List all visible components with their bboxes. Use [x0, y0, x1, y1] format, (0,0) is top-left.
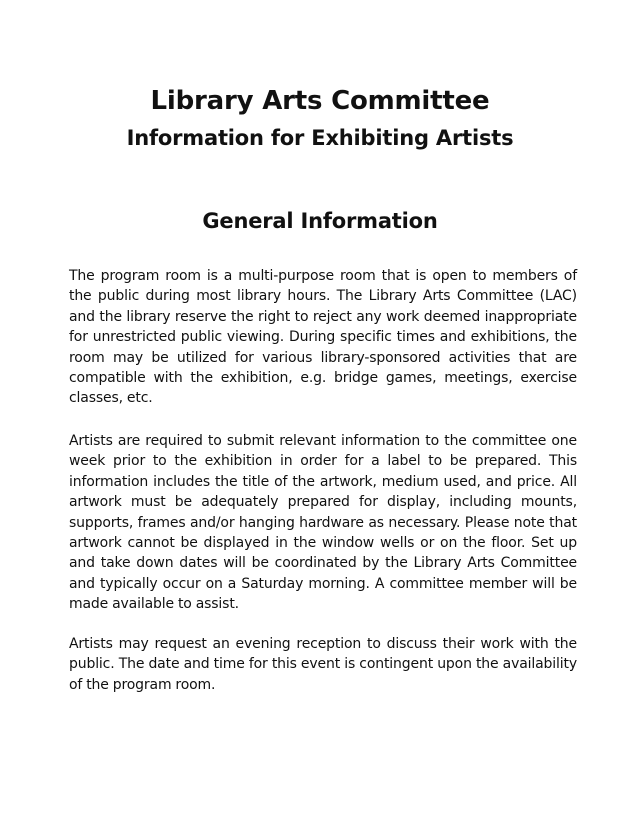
document-subtitle: Information for Exhibiting Artists	[126, 126, 514, 150]
paragraph-program-room: The program room is a multi-purpose room that is open to members of the public during most library hours. The Library Arts Committee (LAC) and the library reserve the right to reject any work deemed inappropriate for unrestricted public viewing. During specific times and exhibitions, the room may be utilized for various library-sponsored activities that are compatible with the exhibition, e.g. bridge games, meetings, exercise classes, etc.	[69, 268, 577, 407]
paragraph-artist-requirements: Artists are required to submit relevant information to the committee one week prior to the exhibition in order for a label to be prepared. This information includes the title of the artwork, medium used, and price. All artwork must be adequately prepared for display, including mounts, supports, frames and/or hanging hardware as necessary. Please note that artwork cannot be displayed in the window wells or on the floor. Set up and take down dates will be coordinated by the Library Arts Committee and typically occur on a Saturday morning. A committee member will be made available to assist.	[69, 433, 577, 613]
section-heading: General Information	[202, 209, 438, 233]
document-title: Library Arts Committee	[150, 86, 490, 116]
paragraph-evening-reception: Artists may request an evening reception to discuss their work with the public. The date and time for this event is contingent upon the availability of the program room.	[69, 636, 577, 693]
